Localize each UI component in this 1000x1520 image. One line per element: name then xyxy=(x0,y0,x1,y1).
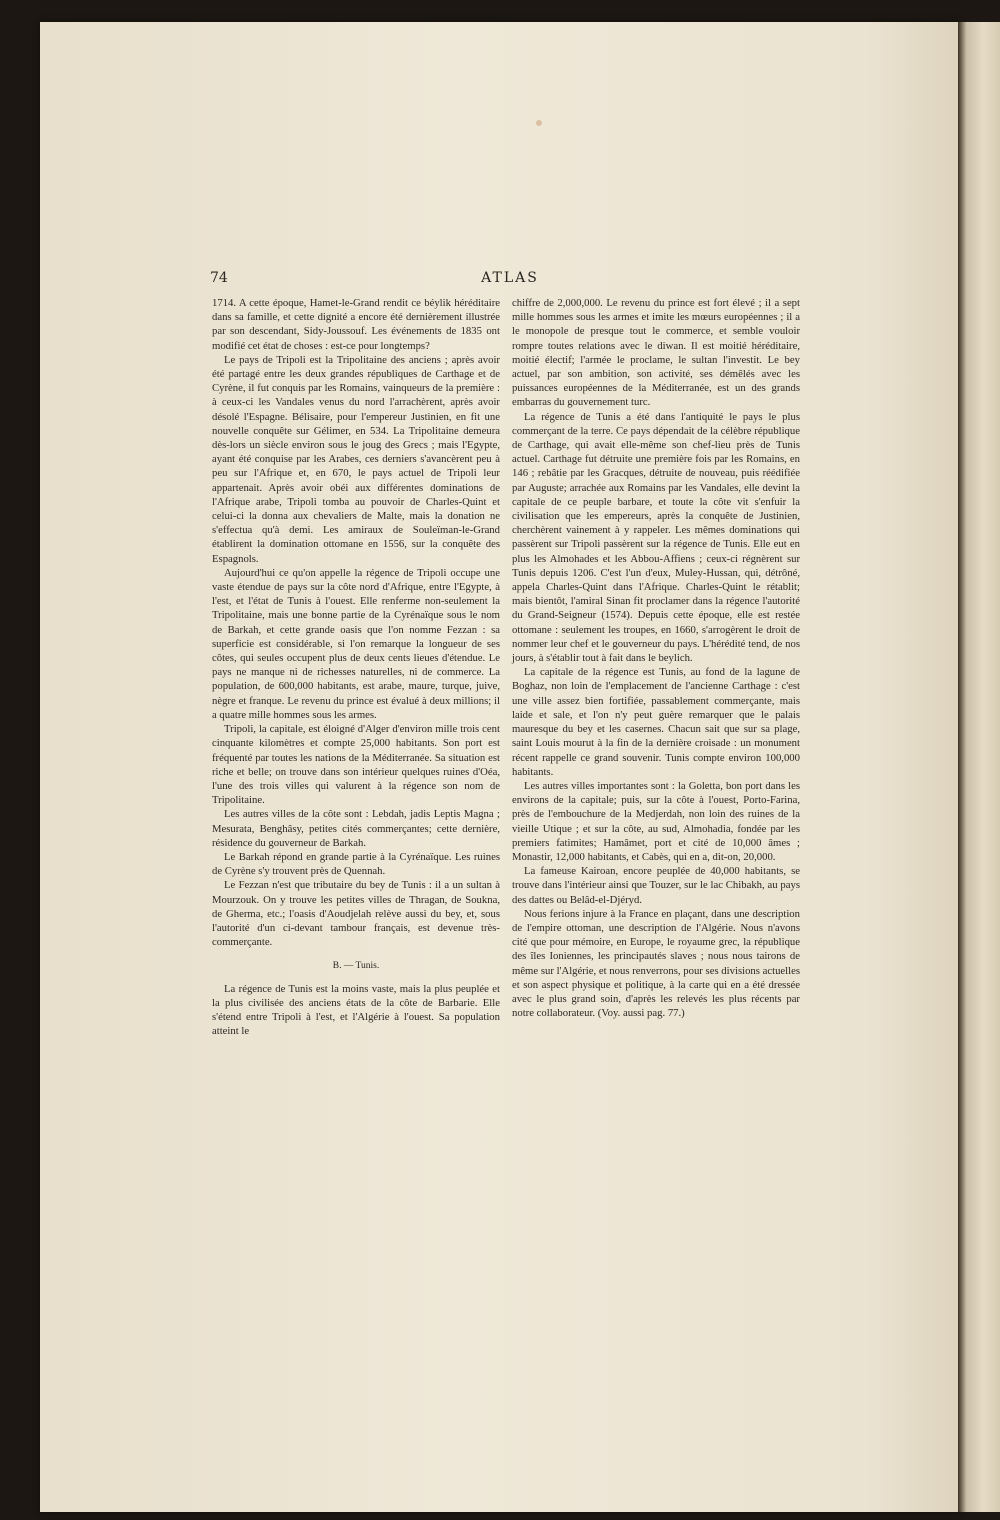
paragraph: Nous ferions injure à la France en plaçant, dans une description de l'empire ottoman, une description de l'Algérie. Nous n'avons cité que pour mémoire, en Europe, le royaume grec, la république des îles Ioniennes, les principautés slaves ; nous nous tairons de même sur l'Algérie, et nous renverrons, pour ses divisions actuelles et son aspect physique et politique, à la carte qui en a été dressée avec le plus grand soin, d'après les relevés les plus récents par notre collaborateur. (Voy. aussi pag. 77.) xyxy=(512,907,800,1020)
right-column xyxy=(512,296,800,1020)
book-page xyxy=(40,22,960,1512)
left-column xyxy=(212,296,500,1038)
foxing-spot xyxy=(536,120,542,126)
adjacent-page-edge xyxy=(958,22,1000,1512)
paragraph: La fameuse Kairoan, encore peuplée de 40,000 habitants, se trouve dans l'intérieur ainsi que Touzer, sur le lac Chibakh, au pays des dattes ou Belâd-el-Djéryd. xyxy=(512,865,800,906)
paragraph: La régence de Tunis est la moins vaste, mais la plus peuplée et la plus civilisée des anciens états de la côte de Barbarie. Elle s'étend entre Tripoli à l'est, et l'Algérie à l'ouest. Sa population atteint le xyxy=(212,982,500,1038)
section-subheading: B. — Tunis. xyxy=(332,961,380,972)
paragraph: Les autres villes de la côte sont : Lebdah, jadis Leptis Magna ; Mesurata, Benghâsy, petites cités commerçantes; cette dernière, résidence du gouverneur de Barkah. xyxy=(212,808,500,849)
paragraph: Les autres villes importantes sont : la Goletta, bon port dans les environs de la capitale; puis, sur la côte à l'ouest, Porto-Farina, près de l'embouchure de la Medjerdah, non loin des ruines de la vieille Utique ; et sur la côte, au sud, Almohadia, fondée par les premiers fatimites; Hamâmet, port et cité de 10,000 âmes ; Monastir, 12,000 habitants, et Cabès, qui en a, dit-on, 20,000. xyxy=(512,779,800,863)
paragraph: Le pays de Tripoli est la Tripolitaine des anciens ; après avoir été partagé entre les deux grandes républiques de Carthage et de Cyrène, il fut conquis par les Romains, vainqueurs de la première : à ceux-ci les Vandales venus du nord l'arrachèrent, après avoir désolé l'Espagne. Bélisaire, pour l'empereur Justinien, en fit une nouvelle conquête sur Gélimer, en 534. La Tripolitaine demeura dès-lors un siècle environ sous le joug des Grecs ; mais l'Egypte, ayant été conquise par les Arabes, ces derniers s'avancèrent peu à peu sur l'Afrique et, en 670, le pays actuel de Tripoli leur appartenait. Après avoir obéi aux différentes dominations de l'Afrique arabe, Tripoli tomba au pouvoir de Charles-Quint et celui-ci la donna aux chevaliers de Malte, mais la donation ne s'effectua qu'à demi. Les amiraux de Souleïman-le-Grand établirent la domination ottomane en 1556, sur la conquête des Espagnols. xyxy=(212,353,500,565)
paragraph: Aujourd'hui ce qu'on appelle la régence de Tripoli occupe une vaste étendue de pays sur la côte nord d'Afrique, entre l'Egypte, à l'est, et l'état de Tunis à l'ouest. Elle renferme non-seulement la Tripolitaine, mais une bonne partie de la Cyrénaïque sous le nom de Barkah, et cette grande oasis que l'on nomme Fezzan : sa superficie est considérable, si l'on remarque la longueur de ses côtes, qui seules occupent plus de deux cents lieues d'étendue. Le pays ne manque ni de richesses naturelles, ni de commerce. La population, de 600,000 habitants, est arabe, maure, turque, juive, nègre et franque. Le revenu du prince est évalué à deux millions; il a quatre mille hommes sous les armes. xyxy=(212,566,500,721)
paragraph: La régence de Tunis a été dans l'antiquité le pays le plus commerçant de la terre. Ce pays dépendait de la célèbre république de Carthage, qui avait elle-même son chef-lieu près de Tunis actuel. Carthage fut détruite une première fois par les Romains, en 146 ; rebâtie par les Gracques, détruite de nouveau, puis réédifiée par Auguste; arrachée aux Romains par les Vandales, elle devint la capitale de ce peuple barbare, et toute la côte vit s'enfuir la civilisation que les empereurs, après la conquête de Justinien, cherchèrent vainement à y rappeler. Les mêmes dominations qui passèrent sur Tripoli passèrent sur la régence de Tunis. Elle eut en plus les Almohades et les Abbou-Affiens ; ceux-ci régnèrent sur Tunis depuis 1206. C'est l'un d'eux, Muley-Hussan, qui, détrôné, appela Charles-Quint dans l'Afrique. Charles-Quint le rétablit; mais bientôt, l'amiral Sinan fit proclamer dans la régence l'autorité du Grand-Seigneur (1574). Depuis cette époque, elle est restée ottomane : seulement les troupes, en 1660, s'arrogèrent le droit de nommer leur chef et le gouverneur du pays. L'hérédité tend, de nos jours, à s'établir tout à fait dans le beylich. xyxy=(512,410,800,665)
page-number: 74 xyxy=(210,270,228,286)
paragraph: Tripoli, la capitale, est éloigné d'Alger d'environ mille trois cent cinquante kilomètres et compte 25,000 habitants. Son port est fréquenté par toutes les nations de la Méditerranée. Sa situation est riche et belle; on trouve dans son intérieur quelques ruines d'Oéa, l'une des trois villes qui valurent à la régence son nom de Tripolitaine. xyxy=(212,723,500,807)
paragraph: Le Barkah répond en grande partie à la Cyrénaïque. Les ruines de Cyrène s'y trouvent près de Quennah. xyxy=(212,850,500,878)
running-title: ATLAS xyxy=(481,270,539,286)
paragraph: chiffre de 2,000,000. Le revenu du prince est fort élevé ; il a sept mille hommes sous les armes et imite les mœurs européennes ; il a le monopole de presque tout le commerce, et semble vouloir rompre toutes relations avec le diwan. Il est moitié héréditaire, moitié électif; l'armée le proclame, le sultan l'investit. Le bey actuel, par son ambition, son activité, ses démêlés avec les puissances européennes de la Méditerranée, est un des grands embarras du gouvernement turc. xyxy=(512,297,800,409)
paragraph: La capitale de la régence est Tunis, au fond de la lagune de Boghaz, non loin de l'emplacement de l'ancienne Carthage : c'est une ville assez bien fortifiée, passablement commerçante, mais laide et sale, et l'on n'y peut guère remarquer que le palais mauresque du bey et les casernes. Chacun sait que sur sa plage, saint Louis mourut à la fin de la dernière croisade : un monument récent rappelle ce grand souvenir. Tunis compte environ 100,000 habitants. xyxy=(512,666,800,778)
paragraph: 1714. A cette époque, Hamet-le-Grand rendit ce béylik héréditaire dans sa famille, et cette dignité a encore été dernièrement illustrée par son descendant, Sidy-Joussouf. Les événements de 1835 ont modifié cet état de choses : est-ce pour longtemps? xyxy=(212,297,500,352)
page-header xyxy=(210,270,810,290)
paragraph: Le Fezzan n'est que tributaire du bey de Tunis : il a un sultan à Mourzouk. On y trouve les petites villes de Thragan, de Soukna, de Gherma, etc.; l'oasis d'Aoudjelah relève aussi du bey, et, sous l'autorité d'un ci-devant tambour français, est devenue très-commerçante. xyxy=(212,879,500,949)
